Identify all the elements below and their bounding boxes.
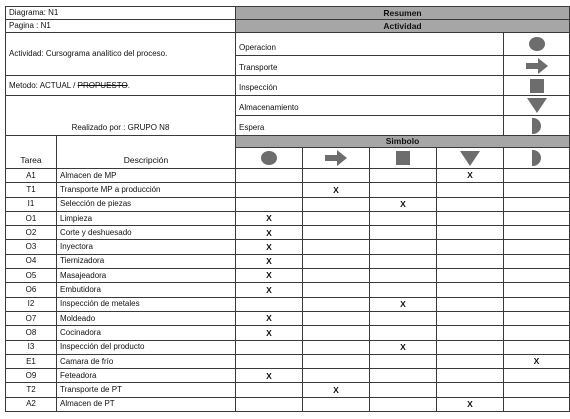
symbol-cell — [504, 297, 570, 311]
symbol-cell — [236, 197, 303, 211]
task-code: O5 — [6, 269, 57, 283]
task-description: Feteadora — [57, 369, 236, 383]
symbol-mark: X — [236, 369, 303, 383]
symbol-cell — [437, 254, 504, 268]
task-code: O6 — [6, 283, 57, 297]
table-row — [6, 183, 570, 197]
symbol-cell — [504, 369, 570, 383]
symbol-cell — [370, 226, 437, 240]
symbol-cell — [236, 340, 303, 354]
symbol-cell — [437, 226, 504, 240]
symbol-cell — [303, 340, 370, 354]
symbol-cell — [437, 297, 504, 311]
table-row — [6, 269, 570, 283]
symbol-mark: X — [303, 183, 370, 197]
symbol-cell — [370, 254, 437, 268]
task-code: I2 — [6, 297, 57, 311]
task-code: O2 — [6, 226, 57, 240]
symbol-cell — [504, 283, 570, 297]
d-shape-icon — [532, 118, 541, 134]
symbol-cell — [370, 240, 437, 254]
table-row — [6, 240, 570, 254]
symbol-col-storage — [437, 148, 504, 169]
summary-header: Resumen — [236, 7, 570, 20]
symbol-cell — [437, 383, 504, 397]
symbol-cell — [504, 226, 570, 240]
symbol-cell — [370, 311, 437, 325]
symbol-cell — [437, 211, 504, 225]
symbol-cell — [303, 269, 370, 283]
symbol-mark: X — [236, 311, 303, 325]
symbol-cell — [504, 197, 570, 211]
symbol-cell — [303, 369, 370, 383]
symbol-cell — [504, 326, 570, 340]
symbol-cell — [236, 383, 303, 397]
symbol-cell — [370, 383, 437, 397]
table-row — [6, 354, 570, 368]
symbol-cell — [370, 354, 437, 368]
symbol-cell — [370, 397, 437, 411]
table-row — [6, 311, 570, 325]
symbol-cell — [303, 254, 370, 268]
symbol-cell — [303, 211, 370, 225]
symbol-cell — [370, 211, 437, 225]
symbol-mark: X — [370, 340, 437, 354]
symbol-cell — [504, 340, 570, 354]
diagram-number: Diagrama: N1 — [6, 7, 236, 20]
table-row — [6, 226, 570, 240]
task-code: O7 — [6, 311, 57, 325]
summary-operation-symbol — [504, 33, 570, 56]
table-row — [6, 197, 570, 211]
symbol-mark: X — [236, 254, 303, 268]
method-label: Metodo: — [9, 80, 38, 90]
table-row — [6, 326, 570, 340]
task-code: O9 — [6, 369, 57, 383]
d-shape-icon — [532, 150, 541, 166]
activity-field — [6, 33, 236, 76]
symbol-mark: X — [303, 383, 370, 397]
page-number: Pagina : N1 — [6, 20, 236, 33]
table-row — [6, 383, 570, 397]
task-description: Corte y deshuesado — [57, 226, 236, 240]
symbol-cell — [437, 340, 504, 354]
task-description: Limpieza — [57, 211, 236, 225]
task-code: T2 — [6, 383, 57, 397]
symbol-cell — [437, 269, 504, 283]
task-code: O1 — [6, 211, 57, 225]
symbol-col-wait — [504, 148, 570, 169]
symbol-cell — [303, 397, 370, 411]
symbol-mark: X — [236, 240, 303, 254]
task-description: Embutidora — [57, 283, 236, 297]
symbol-cell — [504, 383, 570, 397]
symbol-cell — [437, 311, 504, 325]
task-description: Inspección del producto — [57, 340, 236, 354]
table-row — [6, 340, 570, 354]
symbol-mark: X — [504, 354, 570, 368]
symbol-cell — [303, 226, 370, 240]
symbol-cell — [504, 240, 570, 254]
triangle-icon — [460, 151, 480, 166]
symbol-mark: X — [236, 226, 303, 240]
description-column-header: Descripción — [57, 136, 236, 169]
summary-transport-label: Transporte — [236, 56, 504, 76]
summary-storage-symbol — [504, 96, 570, 116]
symbol-cell — [504, 269, 570, 283]
task-description: Transporte de PT — [57, 383, 236, 397]
symbol-cell — [303, 297, 370, 311]
symbol-cell — [504, 254, 570, 268]
task-code: O4 — [6, 254, 57, 268]
symbol-cell — [303, 240, 370, 254]
summary-wait-label: Espera — [236, 116, 504, 136]
symbol-cell — [437, 240, 504, 254]
task-description: Moldeado — [57, 311, 236, 325]
table-row — [6, 397, 570, 411]
symbol-cell — [437, 326, 504, 340]
symbol-cell — [437, 283, 504, 297]
table-row — [6, 369, 570, 383]
symbol-cell — [370, 183, 437, 197]
symbol-mark: X — [437, 169, 504, 183]
task-description: Transporte MP a producción — [57, 183, 236, 197]
table-row — [6, 283, 570, 297]
symbol-col-inspection — [370, 148, 437, 169]
task-code: T1 — [6, 183, 57, 197]
summary-inspection-label: Inspección — [236, 76, 504, 96]
square-icon — [530, 79, 544, 93]
symbol-cell — [370, 369, 437, 383]
symbol-cell — [236, 397, 303, 411]
method-period: . — [127, 80, 130, 90]
table-row — [6, 254, 570, 268]
symbol-cell — [370, 169, 437, 183]
task-description: Cocinadora — [57, 326, 236, 340]
task-description: Tiernizadora — [57, 254, 236, 268]
symbol-cell — [504, 211, 570, 225]
method-proposed: PROPUESTO — [77, 80, 128, 90]
summary-storage-label: Almacenamiento — [236, 96, 504, 116]
symbol-cell — [236, 169, 303, 183]
symbol-cell — [437, 197, 504, 211]
symbol-cell — [370, 283, 437, 297]
task-description: Camara de frío — [57, 354, 236, 368]
symbol-cell — [303, 197, 370, 211]
task-description: Masajeadora — [57, 269, 236, 283]
performed-by: Realizado por : GRUPO N8 — [6, 96, 236, 136]
task-description: Inyectora — [57, 240, 236, 254]
task-code: A2 — [6, 397, 57, 411]
task-description: Almacen de PT — [57, 397, 236, 411]
symbol-cell — [437, 354, 504, 368]
symbol-cell — [370, 269, 437, 283]
task-description: Almacen de MP — [57, 169, 236, 183]
activity-header: Actividad — [236, 20, 570, 33]
symbol-cell — [504, 169, 570, 183]
task-description: Selección de piezas — [57, 197, 236, 211]
triangle-icon — [527, 98, 547, 113]
task-code: O3 — [6, 240, 57, 254]
task-code: A1 — [6, 169, 57, 183]
symbol-mark: X — [236, 269, 303, 283]
summary-operation-label: Operacion — [236, 33, 504, 56]
activity-value: Cursograma analitico del proceso. — [45, 49, 168, 58]
symbol-col-operation — [236, 148, 303, 169]
summary-transport-symbol — [504, 56, 570, 76]
symbol-mark: X — [236, 283, 303, 297]
symbol-mark: X — [370, 197, 437, 211]
symbol-cell — [504, 397, 570, 411]
symbol-cell — [236, 183, 303, 197]
symbol-cell — [236, 354, 303, 368]
method-current: ACTUAL / — [39, 80, 78, 90]
symbol-cell — [303, 354, 370, 368]
symbol-mark: X — [370, 297, 437, 311]
task-code: O8 — [6, 326, 57, 340]
symbol-cell — [303, 169, 370, 183]
summary-inspection-symbol — [504, 76, 570, 96]
method-field — [6, 76, 236, 96]
symbol-cell — [236, 297, 303, 311]
symbol-col-transport — [303, 148, 370, 169]
task-description: Inspección de metales — [57, 297, 236, 311]
square-icon — [396, 151, 410, 165]
circle-icon — [261, 151, 277, 165]
symbol-cell — [504, 311, 570, 325]
task-code: I1 — [6, 197, 57, 211]
symbol-mark: X — [437, 397, 504, 411]
task-code: E1 — [6, 354, 57, 368]
symbol-cell — [437, 183, 504, 197]
task-code: I3 — [6, 340, 57, 354]
symbol-cell — [504, 183, 570, 197]
table-row — [6, 211, 570, 225]
arrow-icon — [526, 58, 548, 74]
circle-icon — [529, 37, 545, 51]
activity-label: Actividad: — [9, 49, 44, 58]
table-row — [6, 169, 570, 183]
symbol-cell — [303, 326, 370, 340]
symbol-cell — [303, 283, 370, 297]
symbol-cell — [370, 326, 437, 340]
summary-wait-symbol — [504, 116, 570, 136]
arrow-icon — [325, 150, 347, 166]
process-chart-table — [5, 6, 570, 412]
task-column-header: Tarea — [6, 136, 57, 169]
symbol-column-header: Simbolo — [236, 136, 570, 148]
symbol-mark: X — [236, 326, 303, 340]
table-row — [6, 297, 570, 311]
symbol-cell — [437, 369, 504, 383]
symbol-cell — [303, 311, 370, 325]
symbol-mark: X — [236, 211, 303, 225]
